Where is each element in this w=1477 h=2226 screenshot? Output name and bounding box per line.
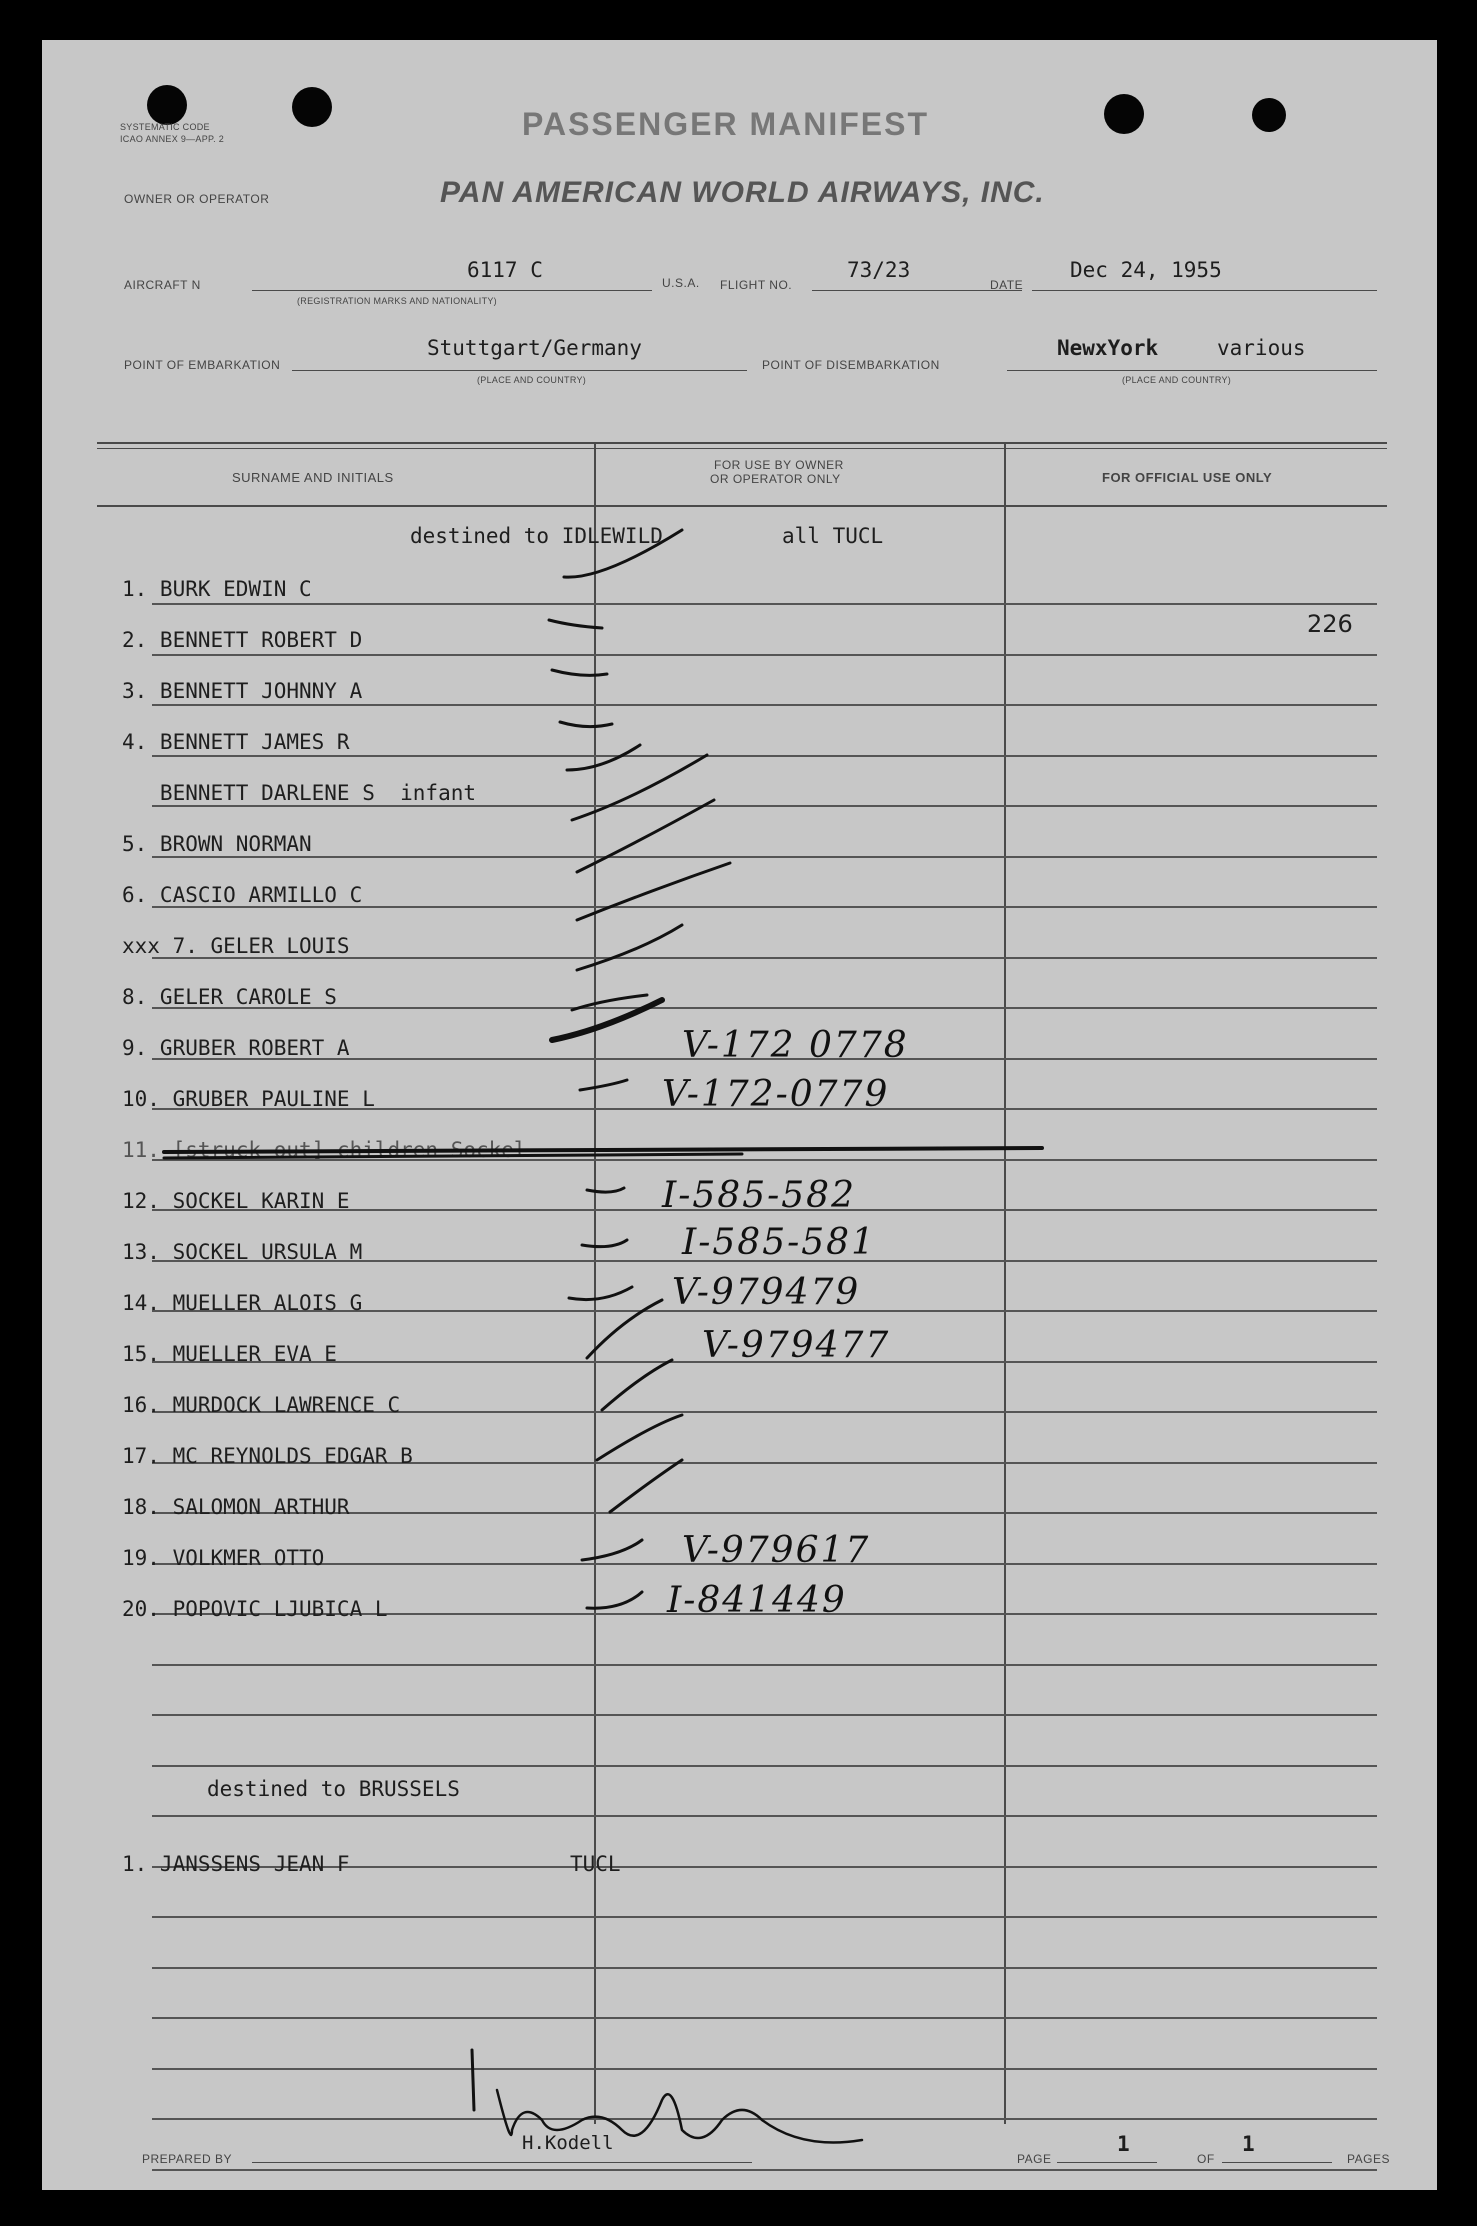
column-header-owner: OR OPERATOR ONLY	[710, 472, 841, 486]
passenger-row: 12. SOCKEL KARIN E	[122, 1189, 350, 1213]
date-label: DATE	[990, 278, 1024, 292]
passenger-row: xxx 7. GELER LOUIS	[122, 934, 350, 958]
prepared-value: H.Kodell	[522, 2132, 614, 2154]
embarkation-label: POINT OF EMBARKATION	[124, 358, 281, 372]
section-heading: destined to IDLEWILD	[410, 524, 663, 548]
passenger-row: 13. SOCKEL URSULA M	[122, 1240, 363, 1264]
passenger-row-note: TUCL	[570, 1852, 621, 1876]
manifest-sheet	[42, 40, 1437, 2190]
embarkation-sublabel: (PLACE AND COUNTRY)	[477, 375, 587, 385]
passenger-row: 16. MURDOCK LAWRENCE C	[122, 1393, 401, 1417]
page-value: 1	[1117, 2132, 1130, 2156]
visa-number: I-585-581	[682, 1222, 876, 1263]
passenger-row: 1. BURK EDWIN C	[122, 577, 312, 601]
visa-number: I-585-582	[662, 1175, 856, 1216]
pages-label: PAGES	[1347, 2152, 1390, 2166]
visa-number: V-979479	[672, 1272, 861, 1313]
passenger-row: 20. POPOVIC LJUBICA L	[122, 1597, 388, 1621]
column-header-official: FOR OFFICIAL USE ONLY	[1102, 470, 1273, 485]
passenger-row: 18. SALOMON ARTHUR	[122, 1495, 350, 1519]
visa-number: V-172 0778	[682, 1025, 909, 1066]
aircraft-label: AIRCRAFT N	[124, 278, 201, 292]
visa-number: I-841449	[667, 1580, 847, 1621]
flight-value: 73/23	[847, 258, 911, 282]
icao-reference: ICAO ANNEX 9—APP. 2	[120, 134, 225, 144]
usa-label: U.S.A.	[662, 276, 700, 290]
prepared-label: PREPARED BY	[142, 2152, 232, 2166]
disembarkation-value: various	[1217, 336, 1306, 360]
embarkation-value: Stuttgart/Germany	[427, 336, 642, 360]
page-title: PASSENGER MANIFEST	[522, 106, 929, 142]
aircraft-value: 6117 C	[467, 258, 543, 282]
page-label: PAGE	[1017, 2152, 1052, 2166]
passenger-row: 5. BROWN NORMAN	[122, 832, 312, 856]
passenger-row: 10. GRUBER PAULINE L	[122, 1087, 375, 1111]
passenger-row: 8. GELER CAROLE S	[122, 985, 337, 1009]
of-label: OF	[1197, 2152, 1215, 2166]
date-value: Dec 24, 1955	[1070, 258, 1222, 282]
passenger-row: 19. VOLKMER OTTO	[122, 1546, 325, 1570]
disembarkation-struck: NewxYork	[1057, 336, 1159, 360]
passenger-row: 14. MUELLER ALOIS G	[122, 1291, 363, 1315]
passenger-row: 9. GRUBER ROBERT A	[122, 1036, 350, 1060]
flight-label: FLIGHT NO.	[720, 278, 793, 292]
passenger-row-struck: 11. [struck out] children Sockel	[122, 1138, 527, 1162]
section-heading: destined to BRUSSELS	[207, 1777, 460, 1801]
passenger-row: 2. BENNETT ROBERT D	[122, 628, 363, 652]
passenger-row: 6. CASCIO ARMILLO C	[122, 883, 363, 907]
section-note: all TUCL	[782, 524, 884, 548]
owner-value: PAN AMERICAN WORLD AIRWAYS, INC.	[440, 176, 1045, 209]
official-number: 226	[1307, 610, 1353, 638]
disembarkation-label: POINT OF DISEMBARKATION	[762, 358, 940, 372]
passenger-row: 4. BENNETT JAMES R	[122, 730, 350, 754]
visa-number: V-979477	[702, 1325, 891, 1366]
handwritten-marks	[42, 40, 1437, 2190]
icao-reference: SYSTEMATIC CODE	[120, 122, 210, 132]
passenger-row: 3. BENNETT JOHNNY A	[122, 679, 363, 703]
owner-label: OWNER OR OPERATOR	[124, 192, 270, 206]
disembarkation-sublabel: (PLACE AND COUNTRY)	[1122, 375, 1232, 385]
passenger-row: 1. JANSSENS JEAN F	[122, 1852, 350, 1876]
passenger-row: 17. MC REYNOLDS EDGAR B	[122, 1444, 413, 1468]
visa-number: V-172-0779	[662, 1074, 890, 1115]
visa-number: V-979617	[682, 1530, 871, 1571]
column-header-owner: FOR USE BY OWNER	[714, 458, 844, 472]
passenger-row: 15. MUELLER EVA E	[122, 1342, 337, 1366]
aircraft-sublabel: (REGISTRATION MARKS AND NATIONALITY)	[297, 296, 497, 306]
of-value: 1	[1242, 2132, 1255, 2156]
column-header-surname: SURNAME AND INITIALS	[232, 470, 394, 485]
passenger-row: BENNETT DARLENE S infant	[122, 781, 477, 805]
